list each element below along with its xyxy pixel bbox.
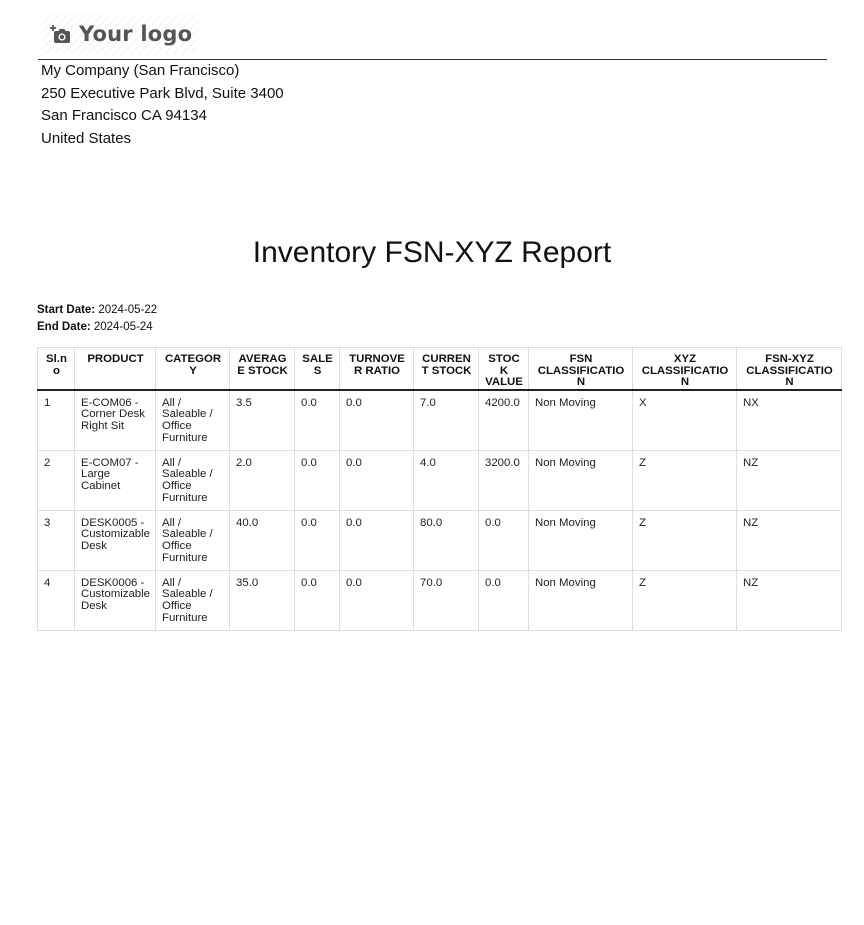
cell-fsn-classification: Non Moving: [529, 450, 633, 510]
report-dates: [37, 302, 157, 336]
cell-fsn-classification: Non Moving: [529, 570, 633, 630]
table-row: [38, 570, 842, 630]
table-row: [38, 450, 842, 510]
cell-sales: 0.0: [295, 450, 340, 510]
cell-fsn-xyz-classification: NZ: [737, 570, 842, 630]
cell-xyz-classification: Z: [633, 450, 737, 510]
cell-product: DESK0006 - Customizable Desk: [75, 570, 156, 630]
column-header-sales: SALES: [295, 348, 340, 390]
column-header-product: PRODUCT: [75, 348, 156, 390]
company-street: 250 Executive Park Blvd, Suite 3400: [41, 84, 284, 102]
column-header-current-stock: CURRENT STOCK: [414, 348, 479, 390]
cell-category: All / Saleable / Office Furniture: [156, 510, 230, 570]
cell-turnover-ratio: 0.0: [340, 510, 414, 570]
cell-current-stock: 80.0: [414, 510, 479, 570]
cell-xyz-classification: Z: [633, 570, 737, 630]
cell-fsn-classification: Non Moving: [529, 390, 633, 451]
cell-slno: 1: [38, 390, 75, 451]
cell-fsn-xyz-classification: NZ: [737, 510, 842, 570]
fsn-xyz-report-table: [37, 347, 842, 631]
column-header-slno: Sl.no: [38, 348, 75, 390]
column-header-fsn-xyz-classification: FSN-XYZ CLASSIFICATION: [737, 348, 842, 390]
cell-category: All / Saleable / Office Furniture: [156, 450, 230, 510]
start-date-line: [37, 302, 157, 319]
camera-icon: [50, 23, 72, 45]
company-name: My Company (San Francisco): [41, 62, 240, 79]
cell-turnover-ratio: 0.0: [340, 390, 414, 451]
cell-stock-value: 0.0: [479, 570, 529, 630]
cell-stock-value: 0.0: [479, 510, 529, 570]
report-title: Inventory FSN-XYZ Report: [252, 236, 612, 269]
cell-average-stock: 35.0: [230, 570, 295, 630]
cell-sales: 0.0: [295, 570, 340, 630]
column-header-fsn-classification: FSN CLASSIFICATION: [529, 348, 633, 390]
cell-slno: 3: [38, 510, 75, 570]
cell-xyz-classification: Z: [633, 510, 737, 570]
cell-stock-value: 3200.0: [479, 450, 529, 510]
end-date-line: [37, 319, 157, 336]
cell-average-stock: 3.5: [230, 390, 295, 451]
cell-sales: 0.0: [295, 510, 340, 570]
cell-slno: 4: [38, 570, 75, 630]
company-logo: [42, 14, 198, 54]
company-address: [41, 60, 284, 151]
cell-average-stock: 2.0: [230, 450, 295, 510]
table-row: [38, 510, 842, 570]
cell-stock-value: 4200.0: [479, 390, 529, 451]
cell-fsn-classification: Non Moving: [529, 510, 633, 570]
cell-product: E-COM06 - Corner Desk Right Sit: [75, 390, 156, 451]
column-header-category: CATEGORY: [156, 348, 230, 390]
cell-sales: 0.0: [295, 390, 340, 451]
cell-product: DESK0005 - Customizable Desk: [75, 510, 156, 570]
cell-category: All / Saleable / Office Furniture: [156, 390, 230, 451]
cell-product: E-COM07 - Large Cabinet: [75, 450, 156, 510]
column-header-stock-value: STOCK VALUE: [479, 348, 529, 390]
company-city: San Francisco CA 94134: [41, 107, 207, 125]
company-country: United States: [41, 130, 132, 148]
cell-current-stock: 4.0: [414, 450, 479, 510]
cell-turnover-ratio: 0.0: [340, 570, 414, 630]
end-date-label: End Date:: [37, 321, 91, 333]
cell-xyz-classification: X: [633, 390, 737, 451]
column-header-turnover-ratio: TURNOVER RATIO: [340, 348, 414, 390]
cell-fsn-xyz-classification: NX: [737, 390, 842, 451]
cell-fsn-xyz-classification: NZ: [737, 450, 842, 510]
start-date-label: Start Date:: [37, 304, 96, 316]
cell-current-stock: 70.0: [414, 570, 479, 630]
column-header-xyz-classification: XYZ CLASSIFICATION: [633, 348, 737, 390]
table-header-row: [38, 348, 842, 390]
column-header-average-stock: AVERAGE STOCK: [230, 348, 295, 390]
cell-category: All / Saleable / Office Furniture: [156, 570, 230, 630]
cell-average-stock: 40.0: [230, 510, 295, 570]
table-row: [38, 390, 842, 451]
logo-text: Your logo: [79, 22, 193, 46]
start-date-value: 2024-05-22: [98, 304, 158, 316]
end-date-value: 2024-05-24: [93, 321, 153, 333]
cell-slno: 2: [38, 450, 75, 510]
cell-current-stock: 7.0: [414, 390, 479, 451]
cell-turnover-ratio: 0.0: [340, 450, 414, 510]
